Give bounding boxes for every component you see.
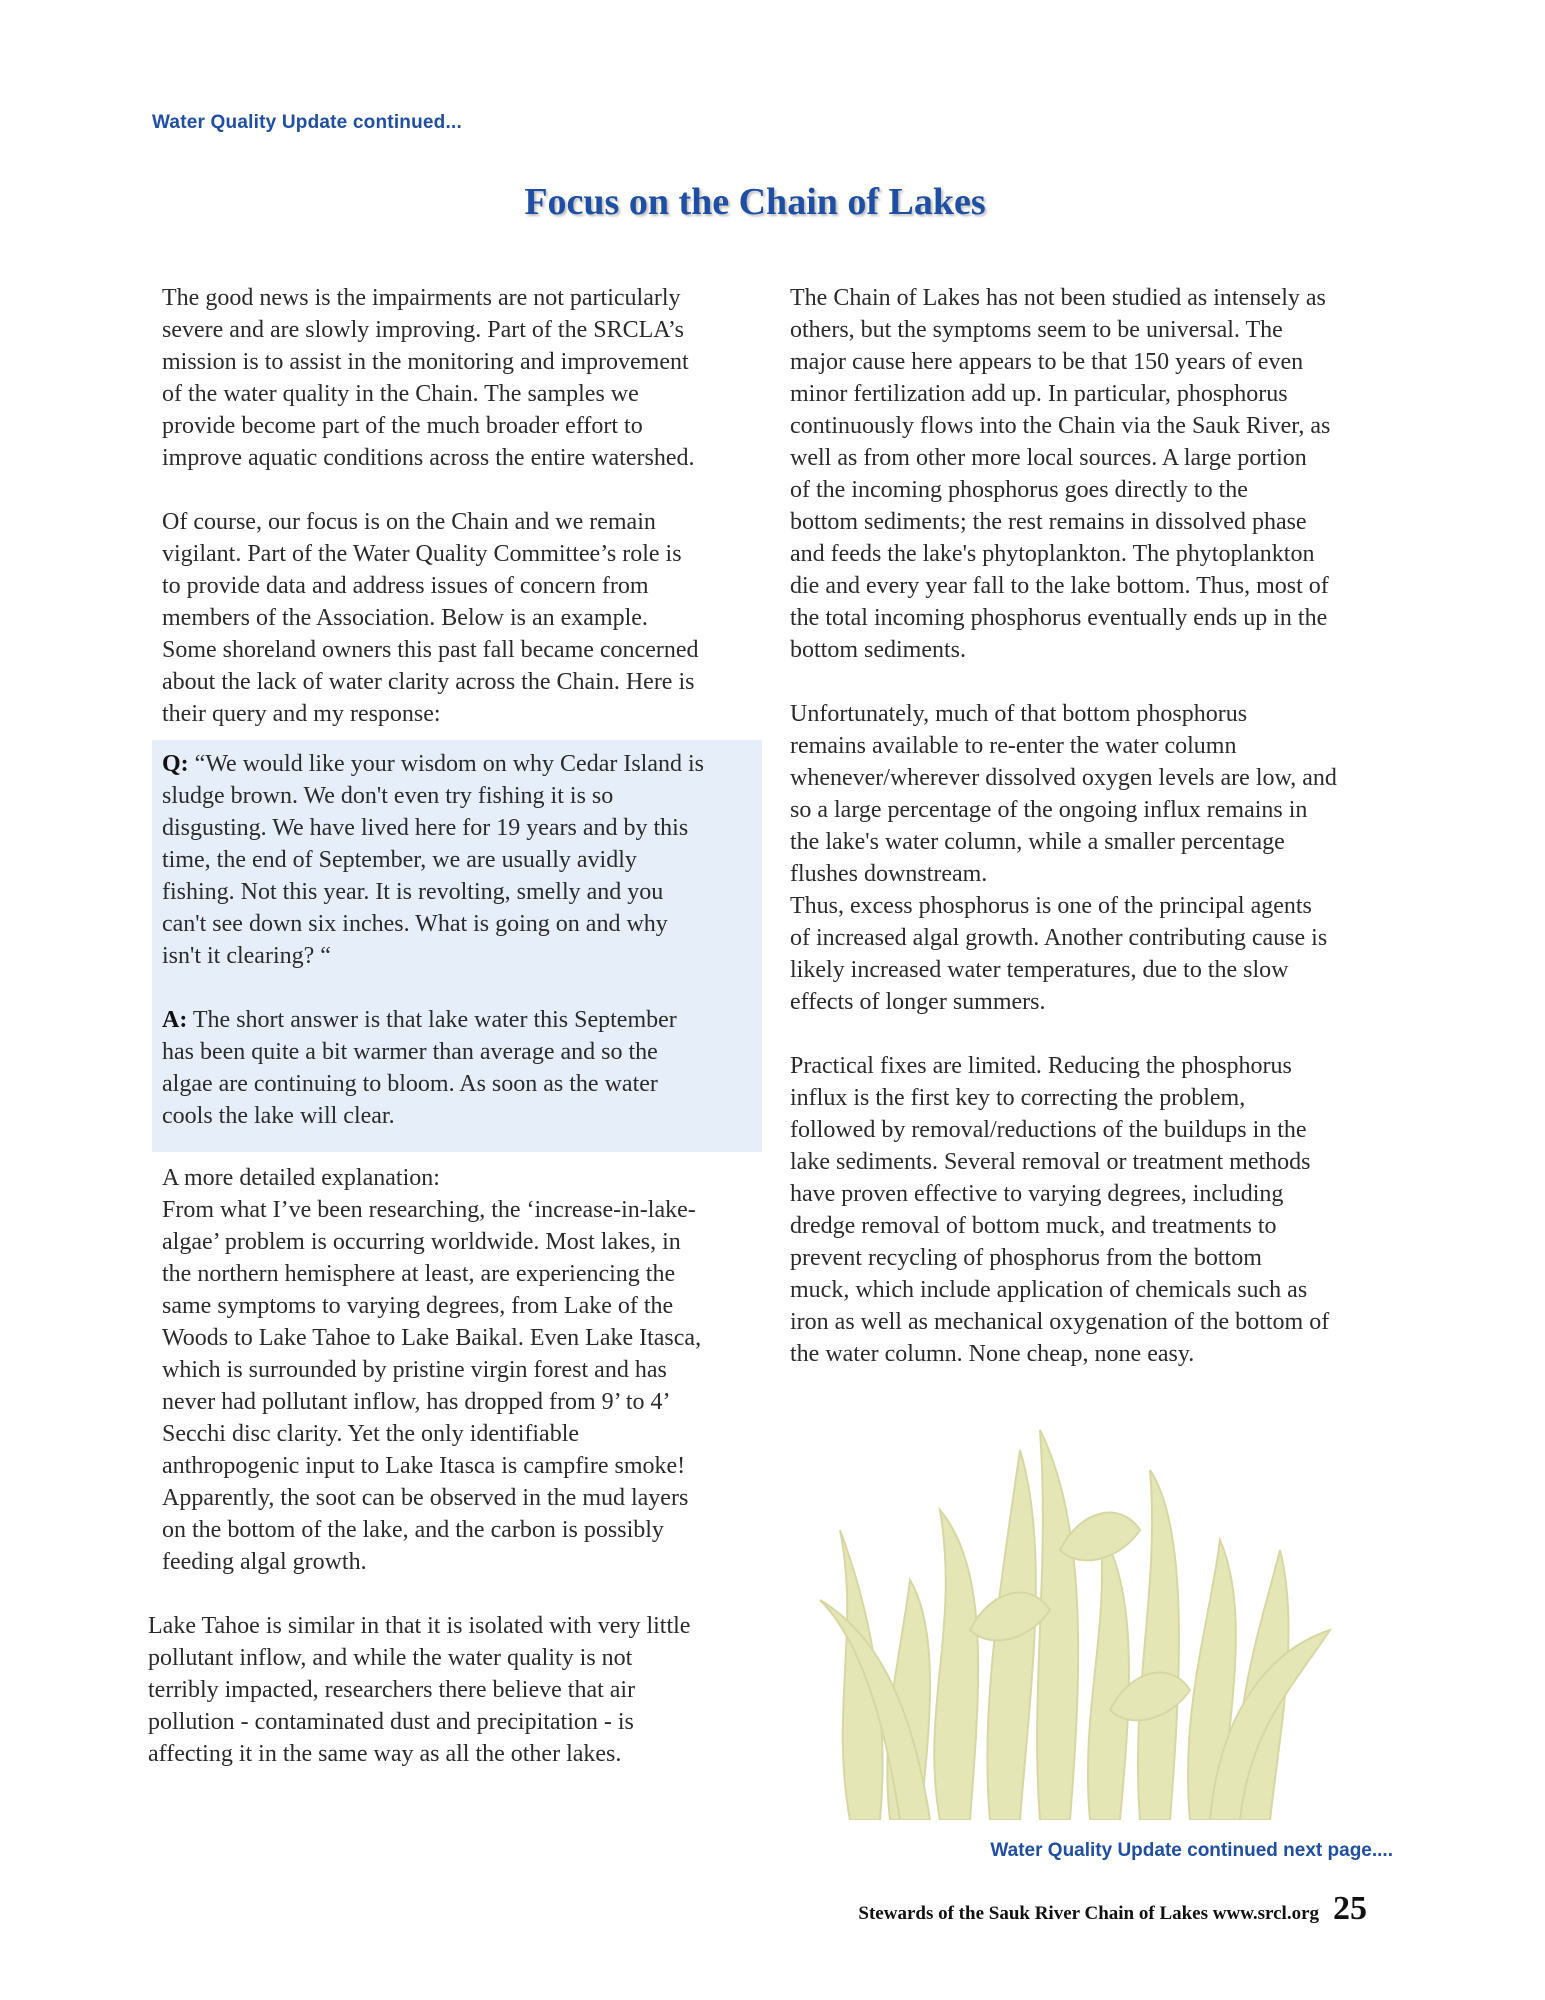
lake-tahoe-paragraph: Lake Tahoe is similar in that it is isolated with very little pollutant inflow, and while the water quality is not terribly impacted, researchers there believe that air pollution - contaminated dust and precipitation - is affecting it in the same way as all the other lakes. [148, 1613, 691, 1767]
qa-box [152, 740, 762, 1152]
section-kicker: Water Quality Update continued... [152, 112, 462, 133]
page-title: Focus on the Chain of Lakes [524, 181, 986, 223]
answer-text: The short answer is that lake water this September has been quite a bit warmer than average and so the algae are continuing to bloom. As soon as the water cools the lake will clear. [162, 1007, 677, 1129]
left-column [148, 282, 762, 1770]
detailed-explanation: A more detailed explanation: From what I’ve been researching, the ‘increase-in-lake- algae’ problem is occurring worldwide. Most lakes, in the northern hemisphere at least, are experiencing the same symptoms to varying degrees, from Lake of the Woods to Lake Tahoe to Lake Baikal. Even Lake Itasca, which is surrounded by pristine virgin forest and has never had pollutant inflow, has dropped from 9’ to 4’ Secchi disc clarity. Yet the only identifiable anthropogenic input to Lake Itasca is campfire smoke! Apparently, the soot can be observed in the mud layers on the bottom of the lake, and the carbon is possibly feeding algal growth. [162, 1165, 702, 1575]
page-footer [858, 1890, 1367, 1928]
right-column [790, 282, 1400, 1370]
question-text: “We would like your wisdom on why Cedar Island is sludge brown. We don't even try fishing it is so disgusting. We have lived here for 19 years and by this time, the end of September, we are usually avidly fishing. Not this year. It is revolting, smelly and you can't see down six inches. What is going on and why isn't it clearing? “ [162, 751, 704, 969]
footer-org: Stewards of the Sauk River Chain of Lakes www.srcl.org [858, 1903, 1319, 1924]
seaweed-illustration [790, 1330, 1350, 1820]
focus-paragraph: Of course, our focus is on the Chain and we remain vigilant. Part of the Water Quality Committee’s role is to provide data and address issues of concern from members of the Association. Below is an example. Some shoreland owners this past fall became concerned about the lack of water clarity across the Chain. Here is their query and my response: [162, 509, 699, 727]
bottom-phosphorus-paragraph: Unfortunately, much of that bottom phosphorus remains available to re-enter the water column whenever/wherever dissolved oxygen levels are low, and so a large percentage of the ongoing influx remains in the lake's water column, while a smaller percentage flushes downstream. Thus, excess phosphorus is one of the principal agents of increased algal growth. Another contributing cause is likely increased water temperatures, due to the slow effects of longer summers. [790, 701, 1337, 1015]
practical-fixes-paragraph: Practical fixes are limited. Reducing the phosphorus influx is the first key to correcting the problem, followed by removal/reductions of the buildups in the lake sediments. Several removal or treatment methods have proven effective to varying degrees, including dredge removal of bottom muck, and treatments to prevent recycling of phosphorus from the bottom muck, which include application of chemicals such as iron as well as mechanical oxygenation of the bottom of the water column. None cheap, none easy. [790, 1053, 1330, 1367]
answer [162, 1004, 756, 1132]
answer-label: A: [162, 1007, 188, 1033]
page-number: 25 [1333, 1890, 1367, 1927]
chain-of-lakes-paragraph: The Chain of Lakes has not been studied as intensely as others, but the symptoms seem to be universal. The major cause here appears to be that 150 years of even minor fertilization add up. In particular, phosphorus continuously flows into the Chain via the Sauk River, as well as from other more local sources. A large portion of the incoming phosphorus goes directly to the bottom sediments; the rest remains in dissolved phase and feeds the lake's phytoplankton. The phytoplankton die and every year fall to the lake bottom. Thus, most of the total incoming phosphorus eventually ends up in the bottom sediments. [790, 285, 1331, 663]
intro-paragraph: The good news is the impairments are not particularly severe and are slowly improving. Part of the SRCLA’s mission is to assist in the monitoring and improvement of the water quality in the Chain. The samples we provide become part of the much broader effort to improve aquatic conditions across the entire watershed. [162, 285, 695, 471]
continued-next-page: Water Quality Update continued next page.... [990, 1840, 1393, 1861]
question [162, 748, 756, 972]
question-label: Q: [162, 751, 189, 777]
